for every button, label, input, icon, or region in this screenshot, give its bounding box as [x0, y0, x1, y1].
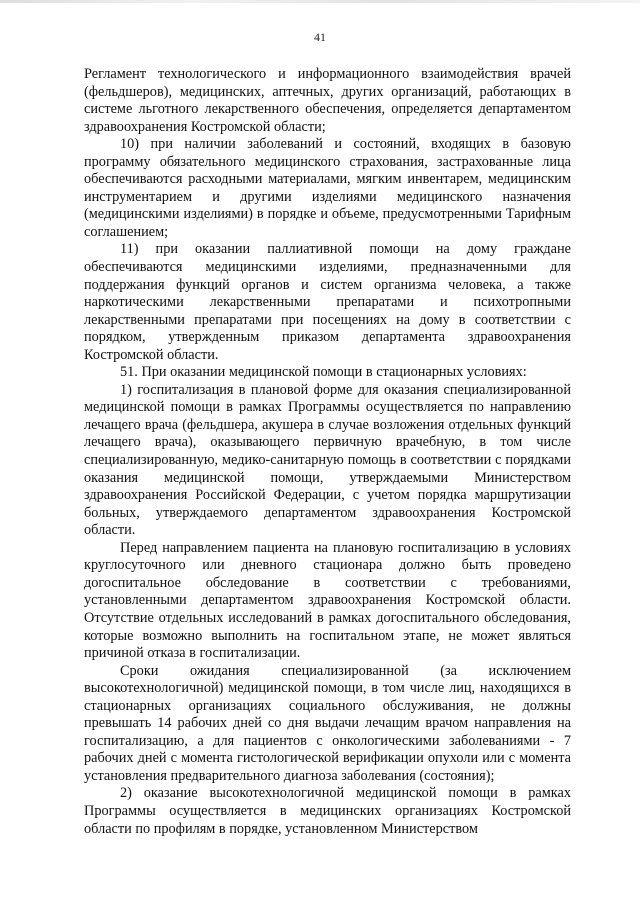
scan-top-edge [0, 0, 640, 3]
page-number: 41 [314, 30, 326, 44]
paragraph-waiting-times: Сроки ожидания специализированной (за исключением высокотехнологичной) медицинской помощи, в том числе лиц, находящихся в стационарных организациях социального обслуживания, не должны превышать 14 рабочих дней со дня выдачи лечащим врачом направления на госпитализацию, а для пациентов с онкологическими заболеваниями - 7 рабочих дней с момента гистологической верификации опухоли или с момента установления предварительного диагноза заболевания (состояния); [84, 662, 571, 784]
paragraph-section-51: 51. При оказании медицинской помощи в стационарных условиях: [120, 364, 527, 381]
paragraph-51-item-1: 1) госпитализация в плановой форме для оказания специализированной медицинской помощи в рамках Программы осуществляется по направлению лечащего врача (фельдшера, акушера в случае возложения отдельных функций лечащего врача), оказывающего первичную врачебную, в том числе специализированную, медико-санитарную помощь в соответствии с порядками оказания медицинской помощи, утверждаемыми Министерством здравоохранения Российской Федерации, с учетом порядка маршрутизации больных, утверждаемого департаментом здравоохранения Костромской области. [84, 381, 571, 539]
paragraph-regulation: Регламент технологического и информационного взаимодействия врачей (фельдшеров), медицинских, аптечных, других организаций, работающих в системе льготного лекарственного обеспечения, определяется департаментом здравоохранения Костромской области; [84, 66, 571, 135]
document-body [84, 66, 571, 838]
paragraph-item-11: 11) при оказании паллиативной помощи на дому граждане обеспечиваются медицинскими изделиями, предназначенными для поддержания функций органов и систем организма человека, а также наркотическими лекарственными препаратами и психотропными лекарственными препаратами при посещениях на дому в соответствии с порядком, утвержденным приказом департамента здравоохранения Костромской области. [84, 241, 571, 363]
paragraph-51-item-2: 2) оказание высокотехнологичной медицинской помощи в рамках Программы осуществляется в медицинских организациях Костромской области по профилям в порядке, установленном Министерством [84, 785, 571, 837]
paragraph-pre-hospital-exam: Перед направлением пациента на плановую госпитализацию в условиях круглосуточного или дневного стационара должно быть проведено догоспитальное обследование в соответствии с требованиями, установленными департаментом здравоохранения Костромской области. Отсутствие отдельных исследований в рамках догоспитального обследования, которые возможно выполнить на госпитальном этапе, не может являться причиной отказа в госпитализации. [84, 539, 571, 662]
paragraph-item-10: 10) при наличии заболеваний и состояний, входящих в базовую программу обязательного медицинского страхования, застрахованные лица обеспечиваются расходными материалами, мягким инвентарем, медицинским инструментарием и другими изделиями медицинского назначения (медицинскими изделиями) в порядке и объеме, предусмотренными Тарифным соглашением; [84, 136, 571, 240]
